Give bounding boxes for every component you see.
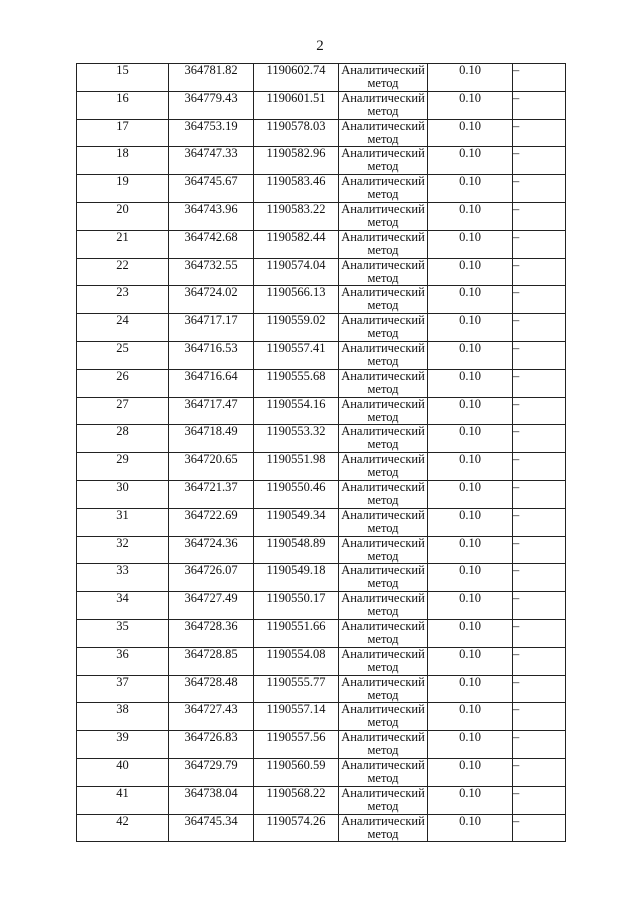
y-coordinate-cell: 1190557.14 xyxy=(254,703,339,731)
description-cell: – xyxy=(513,147,566,175)
accuracy-cell: 0.10 xyxy=(428,536,513,564)
point-number-cell: 15 xyxy=(77,64,169,92)
description-cell: – xyxy=(513,64,566,92)
method-cell: Аналитический метод xyxy=(339,703,428,731)
description-cell: – xyxy=(513,564,566,592)
table-row xyxy=(77,64,566,92)
description-cell: – xyxy=(513,703,566,731)
x-coordinate-cell: 364745.34 xyxy=(169,814,254,842)
point-number-cell: 22 xyxy=(77,258,169,286)
accuracy-cell: 0.10 xyxy=(428,230,513,258)
accuracy-cell: 0.10 xyxy=(428,341,513,369)
x-coordinate-cell: 364742.68 xyxy=(169,230,254,258)
x-coordinate-cell: 364726.83 xyxy=(169,731,254,759)
table-row xyxy=(77,258,566,286)
method-cell: Аналитический метод xyxy=(339,147,428,175)
accuracy-cell: 0.10 xyxy=(428,619,513,647)
accuracy-cell: 0.10 xyxy=(428,758,513,786)
y-coordinate-cell: 1190550.46 xyxy=(254,480,339,508)
description-cell: – xyxy=(513,647,566,675)
accuracy-cell: 0.10 xyxy=(428,91,513,119)
x-coordinate-cell: 364721.37 xyxy=(169,480,254,508)
x-coordinate-cell: 364745.67 xyxy=(169,175,254,203)
y-coordinate-cell: 1190554.08 xyxy=(254,647,339,675)
method-cell: Аналитический метод xyxy=(339,258,428,286)
y-coordinate-cell: 1190578.03 xyxy=(254,119,339,147)
method-cell: Аналитический метод xyxy=(339,814,428,842)
description-cell: – xyxy=(513,425,566,453)
y-coordinate-cell: 1190549.34 xyxy=(254,508,339,536)
y-coordinate-cell: 1190551.98 xyxy=(254,453,339,481)
accuracy-cell: 0.10 xyxy=(428,397,513,425)
accuracy-cell: 0.10 xyxy=(428,647,513,675)
point-number-cell: 41 xyxy=(77,786,169,814)
y-coordinate-cell: 1190549.18 xyxy=(254,564,339,592)
description-cell: – xyxy=(513,786,566,814)
y-coordinate-cell: 1190551.66 xyxy=(254,619,339,647)
y-coordinate-cell: 1190553.32 xyxy=(254,425,339,453)
y-coordinate-cell: 1190559.02 xyxy=(254,314,339,342)
description-cell: – xyxy=(513,286,566,314)
point-number-cell: 17 xyxy=(77,119,169,147)
table-row xyxy=(77,147,566,175)
method-cell: Аналитический метод xyxy=(339,369,428,397)
accuracy-cell: 0.10 xyxy=(428,814,513,842)
description-cell: – xyxy=(513,397,566,425)
method-cell: Аналитический метод xyxy=(339,91,428,119)
table-row xyxy=(77,786,566,814)
method-cell: Аналитический метод xyxy=(339,731,428,759)
x-coordinate-cell: 364720.65 xyxy=(169,453,254,481)
y-coordinate-cell: 1190574.26 xyxy=(254,814,339,842)
description-cell: – xyxy=(513,453,566,481)
description-cell: – xyxy=(513,314,566,342)
point-number-cell: 30 xyxy=(77,480,169,508)
x-coordinate-cell: 364729.79 xyxy=(169,758,254,786)
accuracy-cell: 0.10 xyxy=(428,786,513,814)
table-row xyxy=(77,564,566,592)
description-cell: – xyxy=(513,675,566,703)
y-coordinate-cell: 1190568.22 xyxy=(254,786,339,814)
table-row xyxy=(77,480,566,508)
table-row xyxy=(77,397,566,425)
method-cell: Аналитический метод xyxy=(339,425,428,453)
point-number-cell: 29 xyxy=(77,453,169,481)
description-cell: – xyxy=(513,758,566,786)
description-cell: – xyxy=(513,91,566,119)
point-number-cell: 18 xyxy=(77,147,169,175)
point-number-cell: 24 xyxy=(77,314,169,342)
table-row xyxy=(77,286,566,314)
point-number-cell: 34 xyxy=(77,592,169,620)
table-row xyxy=(77,341,566,369)
x-coordinate-cell: 364718.49 xyxy=(169,425,254,453)
table-row xyxy=(77,369,566,397)
y-coordinate-cell: 1190582.44 xyxy=(254,230,339,258)
method-cell: Аналитический метод xyxy=(339,675,428,703)
table-row xyxy=(77,91,566,119)
x-coordinate-cell: 364717.47 xyxy=(169,397,254,425)
accuracy-cell: 0.10 xyxy=(428,453,513,481)
method-cell: Аналитический метод xyxy=(339,314,428,342)
x-coordinate-cell: 364727.43 xyxy=(169,703,254,731)
method-cell: Аналитический метод xyxy=(339,647,428,675)
method-cell: Аналитический метод xyxy=(339,536,428,564)
point-number-cell: 40 xyxy=(77,758,169,786)
y-coordinate-cell: 1190574.04 xyxy=(254,258,339,286)
y-coordinate-cell: 1190601.51 xyxy=(254,91,339,119)
x-coordinate-cell: 364747.33 xyxy=(169,147,254,175)
accuracy-cell: 0.10 xyxy=(428,703,513,731)
point-number-cell: 20 xyxy=(77,202,169,230)
table-row xyxy=(77,202,566,230)
description-cell: – xyxy=(513,731,566,759)
description-cell: – xyxy=(513,119,566,147)
y-coordinate-cell: 1190582.96 xyxy=(254,147,339,175)
accuracy-cell: 0.10 xyxy=(428,425,513,453)
method-cell: Аналитический метод xyxy=(339,202,428,230)
table-row xyxy=(77,314,566,342)
description-cell: – xyxy=(513,619,566,647)
method-cell: Аналитический метод xyxy=(339,175,428,203)
method-cell: Аналитический метод xyxy=(339,786,428,814)
method-cell: Аналитический метод xyxy=(339,64,428,92)
point-number-cell: 27 xyxy=(77,397,169,425)
x-coordinate-cell: 364779.43 xyxy=(169,91,254,119)
y-coordinate-cell: 1190555.77 xyxy=(254,675,339,703)
y-coordinate-cell: 1190555.68 xyxy=(254,369,339,397)
point-number-cell: 28 xyxy=(77,425,169,453)
table-row xyxy=(77,619,566,647)
method-cell: Аналитический метод xyxy=(339,758,428,786)
x-coordinate-cell: 364716.53 xyxy=(169,341,254,369)
description-cell: – xyxy=(513,536,566,564)
y-coordinate-cell: 1190560.59 xyxy=(254,758,339,786)
method-cell: Аналитический метод xyxy=(339,119,428,147)
point-number-cell: 38 xyxy=(77,703,169,731)
table-row xyxy=(77,425,566,453)
y-coordinate-cell: 1190557.56 xyxy=(254,731,339,759)
table-row xyxy=(77,508,566,536)
x-coordinate-cell: 364732.55 xyxy=(169,258,254,286)
x-coordinate-cell: 364728.48 xyxy=(169,675,254,703)
x-coordinate-cell: 364717.17 xyxy=(169,314,254,342)
y-coordinate-cell: 1190602.74 xyxy=(254,64,339,92)
point-number-cell: 31 xyxy=(77,508,169,536)
point-number-cell: 19 xyxy=(77,175,169,203)
table-row xyxy=(77,230,566,258)
page-number: 2 xyxy=(316,38,324,54)
point-number-cell: 23 xyxy=(77,286,169,314)
point-number-cell: 33 xyxy=(77,564,169,592)
x-coordinate-cell: 364726.07 xyxy=(169,564,254,592)
table-row xyxy=(77,731,566,759)
method-cell: Аналитический метод xyxy=(339,341,428,369)
x-coordinate-cell: 364724.36 xyxy=(169,536,254,564)
table-row xyxy=(77,647,566,675)
description-cell: – xyxy=(513,814,566,842)
accuracy-cell: 0.10 xyxy=(428,731,513,759)
table-row xyxy=(77,703,566,731)
point-number-cell: 37 xyxy=(77,675,169,703)
x-coordinate-cell: 364722.69 xyxy=(169,508,254,536)
method-cell: Аналитический метод xyxy=(339,508,428,536)
description-cell: – xyxy=(513,369,566,397)
point-number-cell: 32 xyxy=(77,536,169,564)
accuracy-cell: 0.10 xyxy=(428,286,513,314)
coordinates-table xyxy=(76,63,566,842)
accuracy-cell: 0.10 xyxy=(428,119,513,147)
x-coordinate-cell: 364727.49 xyxy=(169,592,254,620)
x-coordinate-cell: 364724.02 xyxy=(169,286,254,314)
accuracy-cell: 0.10 xyxy=(428,564,513,592)
accuracy-cell: 0.10 xyxy=(428,147,513,175)
method-cell: Аналитический метод xyxy=(339,564,428,592)
accuracy-cell: 0.10 xyxy=(428,675,513,703)
y-coordinate-cell: 1190550.17 xyxy=(254,592,339,620)
accuracy-cell: 0.10 xyxy=(428,369,513,397)
x-coordinate-cell: 364753.19 xyxy=(169,119,254,147)
description-cell: – xyxy=(513,230,566,258)
table-row xyxy=(77,453,566,481)
method-cell: Аналитический метод xyxy=(339,397,428,425)
description-cell: – xyxy=(513,508,566,536)
table-row xyxy=(77,675,566,703)
point-number-cell: 35 xyxy=(77,619,169,647)
y-coordinate-cell: 1190583.46 xyxy=(254,175,339,203)
table-row xyxy=(77,592,566,620)
method-cell: Аналитический метод xyxy=(339,230,428,258)
x-coordinate-cell: 364728.85 xyxy=(169,647,254,675)
point-number-cell: 26 xyxy=(77,369,169,397)
x-coordinate-cell: 364781.82 xyxy=(169,64,254,92)
method-cell: Аналитический метод xyxy=(339,453,428,481)
table-row xyxy=(77,119,566,147)
accuracy-cell: 0.10 xyxy=(428,64,513,92)
description-cell: – xyxy=(513,175,566,203)
accuracy-cell: 0.10 xyxy=(428,258,513,286)
accuracy-cell: 0.10 xyxy=(428,508,513,536)
x-coordinate-cell: 364716.64 xyxy=(169,369,254,397)
point-number-cell: 39 xyxy=(77,731,169,759)
y-coordinate-cell: 1190566.13 xyxy=(254,286,339,314)
method-cell: Аналитический метод xyxy=(339,480,428,508)
point-number-cell: 25 xyxy=(77,341,169,369)
y-coordinate-cell: 1190557.41 xyxy=(254,341,339,369)
method-cell: Аналитический метод xyxy=(339,286,428,314)
point-number-cell: 36 xyxy=(77,647,169,675)
x-coordinate-cell: 364728.36 xyxy=(169,619,254,647)
method-cell: Аналитический метод xyxy=(339,592,428,620)
description-cell: – xyxy=(513,202,566,230)
description-cell: – xyxy=(513,480,566,508)
description-cell: – xyxy=(513,592,566,620)
description-cell: – xyxy=(513,341,566,369)
method-cell: Аналитический метод xyxy=(339,619,428,647)
accuracy-cell: 0.10 xyxy=(428,175,513,203)
table-row xyxy=(77,814,566,842)
y-coordinate-cell: 1190554.16 xyxy=(254,397,339,425)
table-row xyxy=(77,758,566,786)
y-coordinate-cell: 1190548.89 xyxy=(254,536,339,564)
y-coordinate-cell: 1190583.22 xyxy=(254,202,339,230)
accuracy-cell: 0.10 xyxy=(428,480,513,508)
table-row xyxy=(77,536,566,564)
x-coordinate-cell: 364743.96 xyxy=(169,202,254,230)
description-cell: – xyxy=(513,258,566,286)
coordinates-table-body xyxy=(77,64,566,842)
x-coordinate-cell: 364738.04 xyxy=(169,786,254,814)
point-number-cell: 16 xyxy=(77,91,169,119)
accuracy-cell: 0.10 xyxy=(428,202,513,230)
table-row xyxy=(77,175,566,203)
accuracy-cell: 0.10 xyxy=(428,592,513,620)
point-number-cell: 42 xyxy=(77,814,169,842)
point-number-cell: 21 xyxy=(77,230,169,258)
accuracy-cell: 0.10 xyxy=(428,314,513,342)
